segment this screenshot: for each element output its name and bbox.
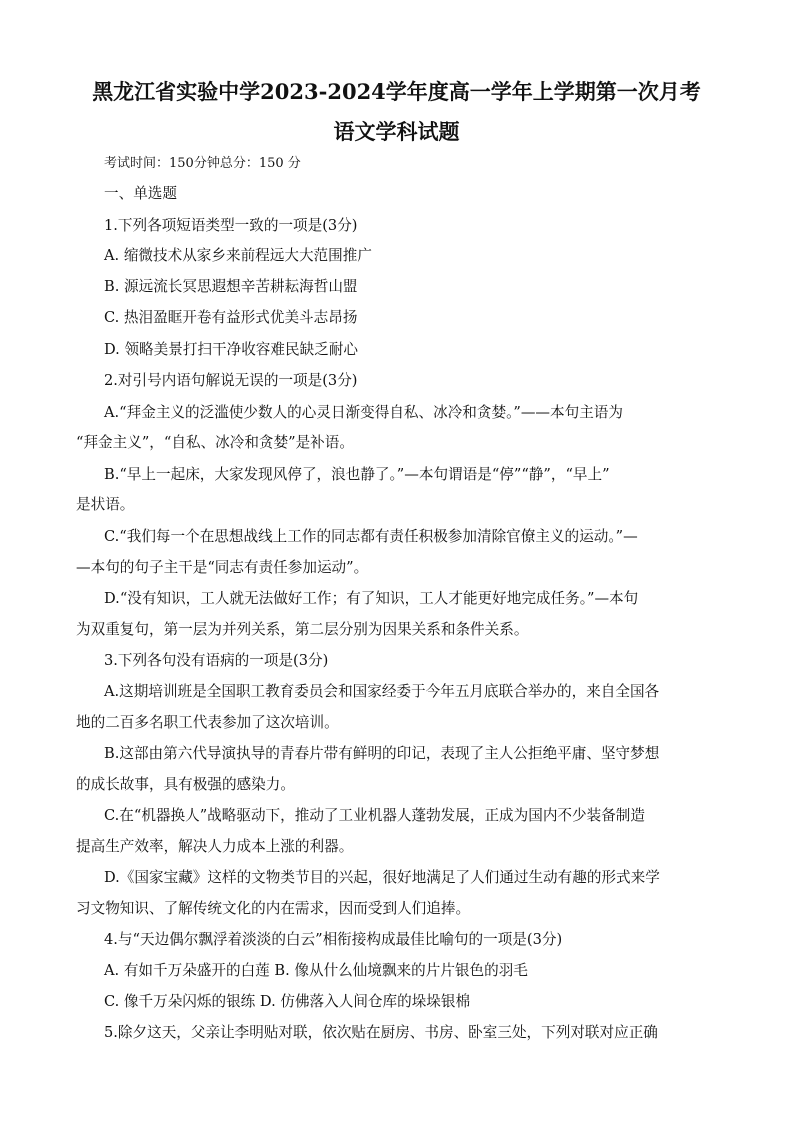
- q5-stem: 5.除夕这天，父亲让李明贴对联，依次贴在厨房、书房、卧室三处，下列对联对应正确: [104, 1024, 658, 1041]
- q3-option-a-line1: A.这期培训班是全国职工教育委员会和国家经委于今年五月底联合举办的，来自全国各: [104, 683, 660, 700]
- q1-option-d: D. 领略美景打扫干净收容难民缺乏耐心: [104, 341, 358, 358]
- q2-option-c-line1: C.“我们每一个在思想战线上工作的同志都有责任积极参加清除官僚主义的运动。”—: [104, 528, 638, 545]
- q1-option-c: C. 热泪盈眶开卷有益形式优美斗志昂扬: [104, 309, 358, 326]
- exam-subtitle: 语文学科试题: [333, 119, 460, 144]
- q4-options-cd: C. 像千万朵闪烁的银练 D. 仿佛落入人间仓库的垛垛银棉: [104, 993, 471, 1010]
- q2-option-a-line1: A.“拜金主义的泛滥使少数人的心灵日渐变得自私、冰冷和贪婪。”——本句主语为: [104, 404, 623, 421]
- q2-option-b-line1: B.“早上一起床，大家发现风停了，浪也静了。”—本句谓语是“停”“静”，“早上”: [104, 466, 610, 483]
- q4-stem: 4.与“天边偶尔飘浮着淡淡的白云”相衔接构成最佳比喻句的一项是(3分): [104, 931, 563, 948]
- q4-options-ab: A. 有如千万朵盛开的白莲 B. 像从什么仙境飘来的片片银色的羽毛: [104, 962, 528, 979]
- q3-option-c-line2: 提高生产效率，解决人力成本上涨的利器。: [76, 838, 354, 855]
- q2-stem: 2.对引号内语句解说无误的一项是(3分): [104, 372, 358, 389]
- q3-option-c-line1: C.在“机器换人”战略驱动下，推动了工业机器人蓬勃发展，正成为国内不少装备制造: [104, 807, 645, 824]
- q3-option-d-line2: 习文物知识、了解传统文化的内在需求，因而受到人们追捧。: [76, 900, 471, 917]
- q2-option-a-line2: “拜金主义”，“自私、冰冷和贪婪”是补语。: [76, 434, 354, 451]
- q3-option-b-line2: 的成长故事，具有极强的感染力。: [76, 776, 295, 793]
- section-title: 一、单选题: [104, 185, 177, 202]
- q3-option-a-line2: 地的二百多名职工代表参加了这次培训。: [76, 714, 339, 731]
- q3-option-d-line1: D.《国家宝藏》这样的文物类节目的兴起，很好地满足了人们通过生动有趣的形式来学: [104, 869, 660, 886]
- q3-option-b-line1: B.这部由第六代导演执导的青春片带有鲜明的印记，表现了主人公拒绝平庸、坚守梦想: [104, 745, 660, 762]
- exam-title: 黑龙江省实验中学2023-2024学年度高一学年上学期第一次月考: [92, 79, 701, 104]
- q2-option-c-line2: —本句的句子主干是“同志有责任参加运动”。: [76, 559, 369, 576]
- q3-stem: 3.下列各句没有语病的一项是(3分): [104, 652, 329, 669]
- q2-option-d-line2: 为双重复句，第一层为并列关系，第二层分别为因果关系和条件关系。: [76, 621, 529, 638]
- q1-option-b: B. 源远流长冥思遐想辛苦耕耘海哲山盟: [104, 278, 358, 295]
- q2-option-d-line1: D.“没有知识，工人就无法做好工作；有了知识，工人才能更好地完成任务。”—本句: [104, 590, 639, 607]
- q2-option-b-line2: 是状语。: [76, 496, 135, 513]
- q1-stem: 1.下列各项短语类型一致的一项是(3分): [104, 217, 358, 234]
- q1-option-a: A. 缩微技术从家乡来前程远大大范围推广: [104, 247, 372, 264]
- exam-info: 考试时间：150分钟总分：150 分: [104, 156, 301, 171]
